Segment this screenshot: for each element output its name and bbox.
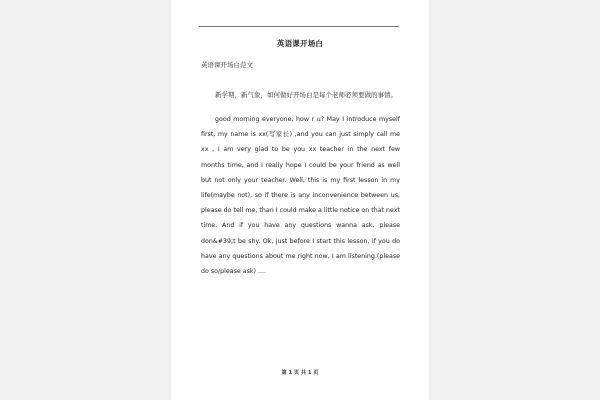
page-title: 英语课开场白	[276, 39, 324, 48]
body-paragraph: good morning everyone, how r u? May I introduce myself first, my name is xx(写家长) ,and you can just simply call me xx , I am very glad to be you xx teacher in the next few months time, and I really hope I could be your friend as well but not only your teacher. Well, this is my first lesson in my life(maybe not), so if there is any inconvenience between us, please do tell me, than I could make a little notice on that next time. And if you have any questions wanna ask, please don&#39;t be shy. Ok, just before I start this lesson, if you do have any questions about me right now, I am listening.(please do so/please ask) ....	[201, 116, 400, 276]
page-footer: 第 1 页 共 1 页	[281, 370, 319, 376]
document-page	[171, 0, 429, 400]
header-rule	[199, 26, 399, 27]
subtitle: 英语课开场白范文	[201, 61, 253, 69]
intro-paragraph: 新学期，新气象，如何做好开场白是每个老师必须要做的事情。	[215, 91, 397, 99]
